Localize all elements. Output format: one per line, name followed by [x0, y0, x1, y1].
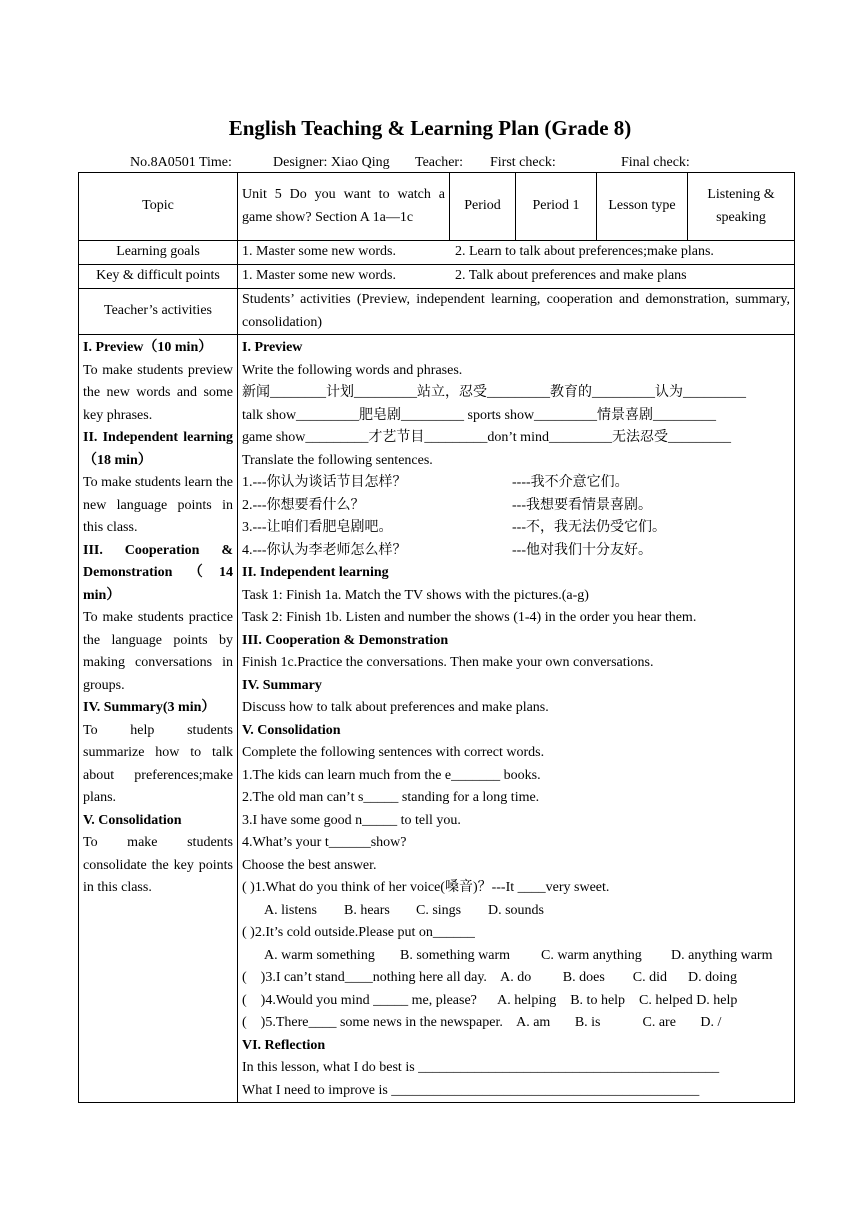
coop-text: Finish 1c.Practice the conversations. Then make your own conversations.	[242, 655, 654, 670]
complete-item: 3.I have some good n_____ to tell you.	[242, 812, 461, 828]
learning-goals-content	[238, 241, 795, 265]
choose-instruction: Choose the best answer.	[242, 857, 377, 873]
lesson-type-label: Lesson type	[597, 173, 688, 241]
complete-item: 1.The kids can learn much from the e_______ books.	[242, 767, 541, 783]
teacher-summary-text: To help students summarize how to talk about preferences;make plans.	[83, 722, 233, 805]
translate-item	[242, 540, 790, 563]
mc-option: B. hears	[344, 902, 390, 918]
translate-question: 2.---你想要看什么？	[242, 497, 365, 513]
mc-options-2	[242, 945, 790, 968]
translate-instruction: Translate the following sentences.	[242, 452, 433, 468]
key-points-content	[238, 265, 795, 289]
teacher-independent-text: To make students learn the new language points in this class.	[83, 475, 233, 535]
complete-item: 4.What’s your t______show?	[242, 835, 407, 850]
translate-item	[242, 472, 790, 495]
teacher-consolidation-heading: V. Consolidation	[83, 812, 182, 828]
teacher-consolidation-text: To make students consolidate the key points in this class.	[83, 835, 233, 895]
summary-text: Discuss how to talk about preferences and make plans.	[242, 700, 549, 715]
translate-item	[242, 495, 790, 518]
students-activities-label: Students’ activities (Preview, independent learning, cooperation and demonstration, summary, consolidation)	[238, 289, 795, 335]
students-reflection-heading: VI. Reflection	[242, 1037, 326, 1053]
content-row	[79, 335, 795, 1103]
first-check-label: First check:	[490, 155, 556, 170]
mc-question-5: ( )5.There____ some news in the newspaper. A. am B. is C. are D. /	[242, 1015, 722, 1030]
learning-goals-row	[79, 241, 795, 265]
mc-option: D. sounds	[488, 902, 545, 918]
goal-1: 1. Master some new words.	[242, 244, 396, 260]
mc-question-4: ( )4.Would you mind _____ me, please? A. helping B. to help C. helped D. help	[242, 992, 738, 1008]
translate-answer: ---不，我无法仍受它们。	[512, 520, 666, 535]
learning-goals-label: Learning goals	[79, 241, 238, 265]
students-summary-heading: IV. Summary	[242, 677, 322, 693]
mc-option: D. anything warm	[671, 947, 773, 963]
final-check-label: Final check:	[621, 155, 690, 170]
mc-option: C. sings	[416, 902, 462, 918]
task-2: Task 2: Finish 1b. Listen and number the shows (1-4) in the order you hear them.	[242, 610, 697, 625]
reflection-best: In this lesson, what I do best is ___________________________________________	[242, 1060, 720, 1075]
mc-option: A. listens	[264, 902, 317, 918]
topic-row	[79, 173, 795, 241]
teacher-activities-column	[79, 335, 238, 1103]
complete-item: 2.The old man can’t s_____ standing for a long time.	[242, 790, 540, 805]
translate-question: 3.---让咱们看肥皂剧吧。	[242, 520, 393, 535]
translate-answer: ---我想要看情景喜剧。	[512, 497, 652, 513]
teacher-coop-heading: III. Cooperation & Demonstration（14 min）	[83, 542, 233, 603]
words-line-1: 新闻________计划_________站立，忍受_________教育的_________认为_________	[242, 385, 746, 400]
mc-question-1: ( )1.What do you think of her voice(嗓音)？---It ____very sweet.	[242, 880, 610, 895]
students-activities-column	[238, 335, 795, 1103]
key-points-row	[79, 265, 795, 289]
mc-question-2: ( )2.It’s cold outside.Please put on______	[242, 925, 475, 940]
complete-instruction: Complete the following sentences with correct words.	[242, 745, 545, 760]
translate-answer: ----我不介意它们。	[512, 475, 629, 490]
teacher-preview-heading: I. Preview（10 min）	[83, 340, 213, 355]
period-value: Period 1	[516, 173, 597, 241]
info-line	[130, 154, 830, 172]
topic-value: Unit 5 Do you want to watch a game show? Section A 1a—1c	[238, 173, 450, 241]
mc-question-3: ( )3.I can’t stand____nothing here all day. A. do B. does C. did D. doing	[242, 970, 737, 985]
students-coop-heading: III. Cooperation & Demonstration	[242, 632, 449, 648]
key-point-1: 1. Master some new words.	[242, 268, 396, 284]
designer: Designer: Xiao Qing	[273, 155, 390, 170]
key-points-label: Key & difficult points	[79, 265, 238, 289]
words-line-3: game show_________才艺节目_________don’t mind_________无法忍受_________	[242, 430, 731, 445]
words-line-2: talk show_________肥皂剧_________ sports show_________情景喜剧_________	[242, 407, 717, 423]
preview-instruction: Write the following words and phrases.	[242, 362, 463, 378]
teacher-summary-heading: IV. Summary(3 min）	[83, 700, 216, 715]
teacher-activities-label: Teacher’s activities	[79, 289, 238, 335]
goal-2: 2. Learn to talk about preferences;make plans.	[455, 244, 714, 260]
plan-number: No.8A0501 Time:	[130, 155, 232, 170]
teacher-preview-text: To make students preview the new words and some key phrases.	[83, 362, 233, 423]
lesson-type-value: Listening & speaking	[688, 173, 795, 241]
teacher-coop-text: To make students practice the language points by making conversations in groups.	[83, 610, 233, 693]
students-independent-heading: II. Independent learning	[242, 565, 389, 580]
topic-label: Topic	[79, 173, 238, 241]
students-consolidation-heading: V. Consolidation	[242, 722, 341, 738]
translate-answer: ---他对我们十分友好。	[512, 542, 652, 558]
key-point-2: 2. Talk about preferences and make plans	[455, 268, 687, 284]
mc-option: A. warm something	[264, 947, 375, 963]
translate-question: 4.---你认为李老师怎么样？	[242, 542, 407, 558]
activities-header-row	[79, 289, 795, 335]
mc-options-1	[242, 900, 790, 923]
mc-option: B. something warm	[400, 947, 511, 963]
period-label: Period	[450, 173, 516, 241]
page-title: English Teaching & Learning Plan (Grade 8)	[228, 116, 632, 140]
translate-item	[242, 517, 790, 540]
translate-question: 1.---你认为谈话节目怎样？	[242, 475, 407, 490]
teacher-independent-heading: II. Independent learning（18 min）	[83, 430, 233, 468]
mc-option: C. warm anything	[541, 947, 642, 963]
students-preview-heading: I. Preview	[242, 340, 303, 355]
task-1: Task 1: Finish 1a. Match the TV shows with the pictures.(a-g)	[242, 587, 589, 603]
reflection-improve: What I need to improve is ____________________________________________	[242, 1082, 700, 1098]
plan-table	[78, 172, 795, 1103]
teacher-label: Teacher:	[415, 155, 463, 170]
